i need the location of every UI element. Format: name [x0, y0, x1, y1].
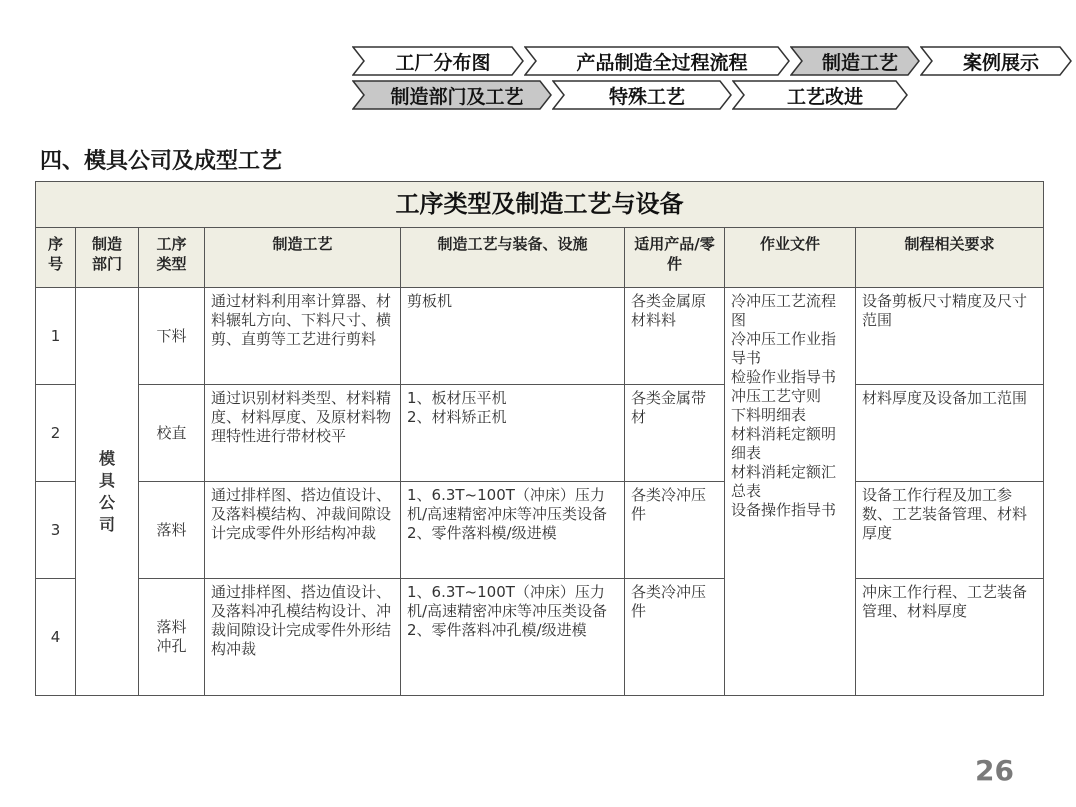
table-row [36, 482, 1044, 579]
cell-requirements: 冲床工作行程、工艺装备管理、材料厚度 [856, 579, 1044, 696]
cell-equipment: 1、6.3T~100T（冲床）压力机/高速精密冲床等冲压类设备 2、零件落料冲孔模/级进模 [401, 579, 625, 696]
cell-product: 各类冷冲压件 [625, 482, 725, 579]
cell-seq: 2 [36, 385, 76, 482]
nav-label: 案例展示 [962, 51, 1039, 74]
nav-special-process[interactable] [552, 80, 732, 110]
cell-dept: 模具公司 [76, 288, 139, 696]
table-row [36, 579, 1044, 696]
nav-manufacturing-process[interactable] [790, 46, 920, 76]
cell-craft: 通过识别材料类型、材料精度、材料厚度、及原材料物理特性进行带材校平 [205, 385, 401, 482]
nav-case-showcase[interactable] [920, 46, 1072, 76]
table-header-row [36, 228, 1044, 288]
nav-row-secondary [352, 80, 908, 110]
nav-row-primary [352, 46, 1072, 76]
nav-full-process-flow[interactable] [524, 46, 790, 76]
cell-seq: 4 [36, 579, 76, 696]
nav-dept-and-process[interactable] [352, 80, 552, 110]
cell-type: 落料冲孔 [139, 579, 205, 696]
header-process-type: 工序类型 [139, 228, 205, 288]
header-equipment: 制造工艺与装备、设施 [401, 228, 625, 288]
nav-process-improvement[interactable] [732, 80, 908, 110]
cell-equipment: 1、6.3T~100T（冲床）压力机/高速精密冲床等冲压类设备 2、零件落料模/级进模 [401, 482, 625, 579]
cell-type: 落料 [139, 482, 205, 579]
page-number: 26 [975, 754, 1014, 787]
cell-product: 各类金属带材 [625, 385, 725, 482]
cell-requirements: 设备剪板尺寸精度及尺寸范围 [856, 288, 1044, 385]
cell-craft: 通过排样图、搭边值设计、及落料冲孔模结构设计、冲裁间隙设计完成零件外形结构冲裁 [205, 579, 401, 696]
cell-type: 校直 [139, 385, 205, 482]
nav-label: 特殊工艺 [608, 85, 685, 108]
cell-equipment: 1、板材压平机 2、材料矫正机 [401, 385, 625, 482]
table-row [36, 385, 1044, 482]
nav-label: 制造工艺 [821, 51, 898, 74]
cell-type: 下料 [139, 288, 205, 385]
cell-product: 各类冷冲压件 [625, 579, 725, 696]
cell-requirements: 设备工作行程及加工参数、工艺装备管理、材料厚度 [856, 482, 1044, 579]
nav-label: 工艺改进 [786, 85, 863, 108]
header-craft: 制造工艺 [205, 228, 401, 288]
nav-label: 制造部门及工艺 [390, 85, 524, 108]
header-requirements: 制程相关要求 [856, 228, 1044, 288]
cell-seq: 1 [36, 288, 76, 385]
nav-factory-distribution[interactable] [352, 46, 524, 76]
nav-label: 工厂分布图 [395, 51, 491, 74]
header-docs: 作业文件 [725, 228, 856, 288]
cell-requirements: 材料厚度及设备加工范围 [856, 385, 1044, 482]
nav-label: 产品制造全过程流程 [576, 51, 748, 74]
cell-craft: 通过材料利用率计算器、材料辗轧方向、下料尺寸、横剪、直剪等工艺进行剪料 [205, 288, 401, 385]
header-dept: 制造部门 [76, 228, 139, 288]
header-seq: 序号 [36, 228, 76, 288]
cell-docs: 冷冲压工艺流程图 冷冲压工作业指导书 检验作业指导书 冲压工艺守则 下料明细表 材料消耗定额明细表 材料消耗定额汇总表 设备操作指导书 [725, 288, 856, 696]
section-title: 四、模具公司及成型工艺 [40, 149, 283, 174]
cell-craft: 通过排样图、搭边值设计、及落料模结构、冲裁间隙设计完成零件外形结构冲裁 [205, 482, 401, 579]
table-caption: 工序类型及制造工艺与设备 [36, 182, 1044, 228]
process-table [35, 181, 1043, 696]
cell-equipment: 剪板机 [401, 288, 625, 385]
cell-product: 各类金属原材料料 [625, 288, 725, 385]
cell-seq: 3 [36, 482, 76, 579]
table-row [36, 288, 1044, 385]
header-product: 适用产品/零件 [625, 228, 725, 288]
